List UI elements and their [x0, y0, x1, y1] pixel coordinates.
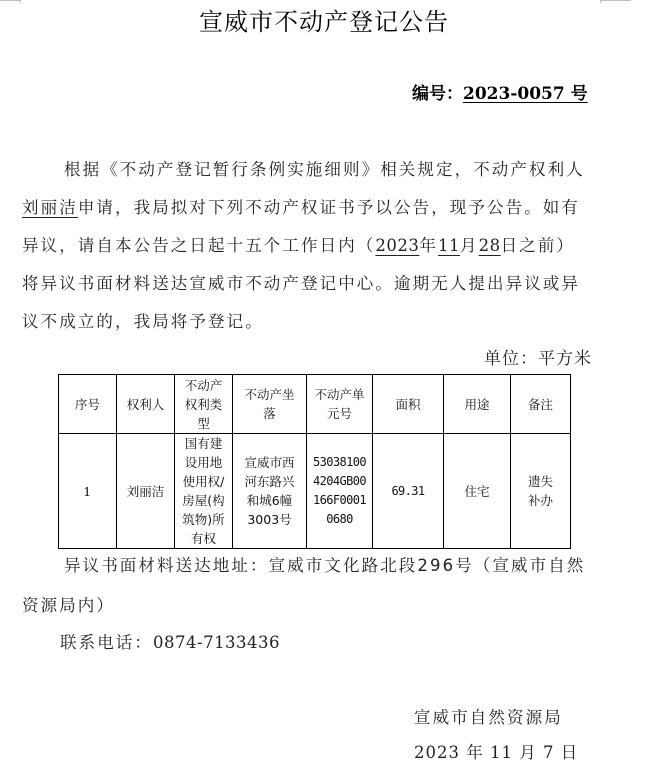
cell-line: 和城6幢 [246, 493, 293, 508]
body-line-1: 根据《不动产登记暂行条例实施细则》相关规定，不动产权利人 [64, 160, 585, 179]
header-remark: 备注 [511, 375, 571, 434]
body-line-3 [22, 227, 600, 265]
year-char: 年 [419, 236, 439, 255]
issuer: 宣威市自然资源局 [414, 708, 563, 727]
cell-line: 3003号 [247, 512, 292, 527]
phone-label: 联系电话： [60, 633, 153, 652]
header-unit-no-line: 不动产单 [314, 387, 365, 402]
header-location-line: 不动产坐 [244, 387, 295, 402]
header-right-type-line: 型 [197, 415, 210, 431]
cell-remark [511, 434, 571, 549]
body-line-5: 议不成立的，我局将予登记。 [22, 312, 264, 331]
header-right-type [175, 375, 233, 434]
page-corner-mark-left [0, 0, 21, 1]
cell-area: 69.31 [373, 434, 444, 549]
cell-unit-no [307, 434, 373, 549]
table-header-row [59, 375, 571, 434]
phone-number: 0874-7133436 [153, 633, 281, 652]
body-line-3-text: 异议，请自本公告之日起十五个工作日内（ [22, 236, 376, 255]
header-unit-no [307, 375, 373, 434]
body-line-4: 将异议书面材料送达宣威市不动产登记中心。逾期无人提出异议或异 [22, 274, 580, 293]
body-line-3-end: 日之前） [500, 236, 576, 255]
cell-line: 53038100 [313, 455, 366, 469]
header-location [233, 375, 307, 434]
deadline-month: 11 [438, 236, 461, 255]
objection-address-line-1: 宣威市文化路北段296号（宣威市自然 [268, 556, 586, 575]
table-row [59, 434, 571, 549]
cell-right-type [175, 434, 233, 549]
cell-usage: 住宅 [444, 434, 511, 549]
document-title: 宣威市不动产登记公告 [199, 8, 449, 36]
cell-line: 宣威市西 [244, 455, 295, 470]
property-table [58, 374, 571, 549]
cell-line: 166F0001 [313, 493, 366, 507]
objection-address-line-2: 资源局内） [22, 596, 115, 615]
cell-line: 有权 [190, 531, 216, 546]
header-right-type-line: 权利类 [184, 396, 223, 412]
deadline-day: 28 [478, 236, 501, 255]
header-usage: 用途 [444, 375, 511, 434]
header-right-type-line: 不动产 [184, 377, 223, 393]
header-location-line: 落 [263, 406, 276, 421]
header-owner: 权利人 [117, 375, 175, 434]
body-line-2-text: 申请，我局拟对下列不动产权证书予以公告，现予公告。如有 [77, 198, 581, 217]
cell-line: 房屋(构 [182, 493, 225, 508]
document-number-label: 编号： [412, 84, 463, 104]
cell-line: 国有建 [184, 436, 223, 451]
cell-line: 使用权/ [182, 474, 225, 489]
cell-line: 遗失 [527, 474, 553, 489]
objection-address-label: 异议书面材料送达地址： [64, 556, 269, 575]
cell-line: 补办 [527, 493, 553, 508]
cell-line: 河东路兴 [244, 474, 295, 489]
cell-index: 1 [59, 434, 117, 549]
month-char: 月 [460, 236, 479, 255]
header-index: 序号 [59, 375, 117, 434]
objection-address [64, 553, 585, 579]
cell-owner: 刘丽洁 [117, 434, 175, 549]
cell-line: 设用地 [184, 455, 223, 470]
applicant-name: 刘丽洁 [22, 198, 78, 217]
issue-date: 2023 年 11 月 7 日 [414, 743, 579, 762]
cell-location [233, 434, 307, 549]
cell-line: 筑物)所 [182, 512, 225, 527]
cell-line: 0680 [326, 512, 353, 526]
cell-line: 4204GB00 [313, 474, 366, 488]
unit-label: 单位：平方米 [484, 349, 592, 369]
deadline-year: 2023 [375, 236, 420, 255]
header-unit-no-line: 元号 [326, 406, 352, 421]
body-line-2 [22, 189, 600, 227]
document-number-value: 2023-0057 号 [463, 84, 588, 104]
document-number [412, 82, 588, 106]
contact-phone [60, 630, 280, 656]
header-area: 面积 [373, 375, 444, 434]
page-corner-mark-right [600, 0, 631, 1]
